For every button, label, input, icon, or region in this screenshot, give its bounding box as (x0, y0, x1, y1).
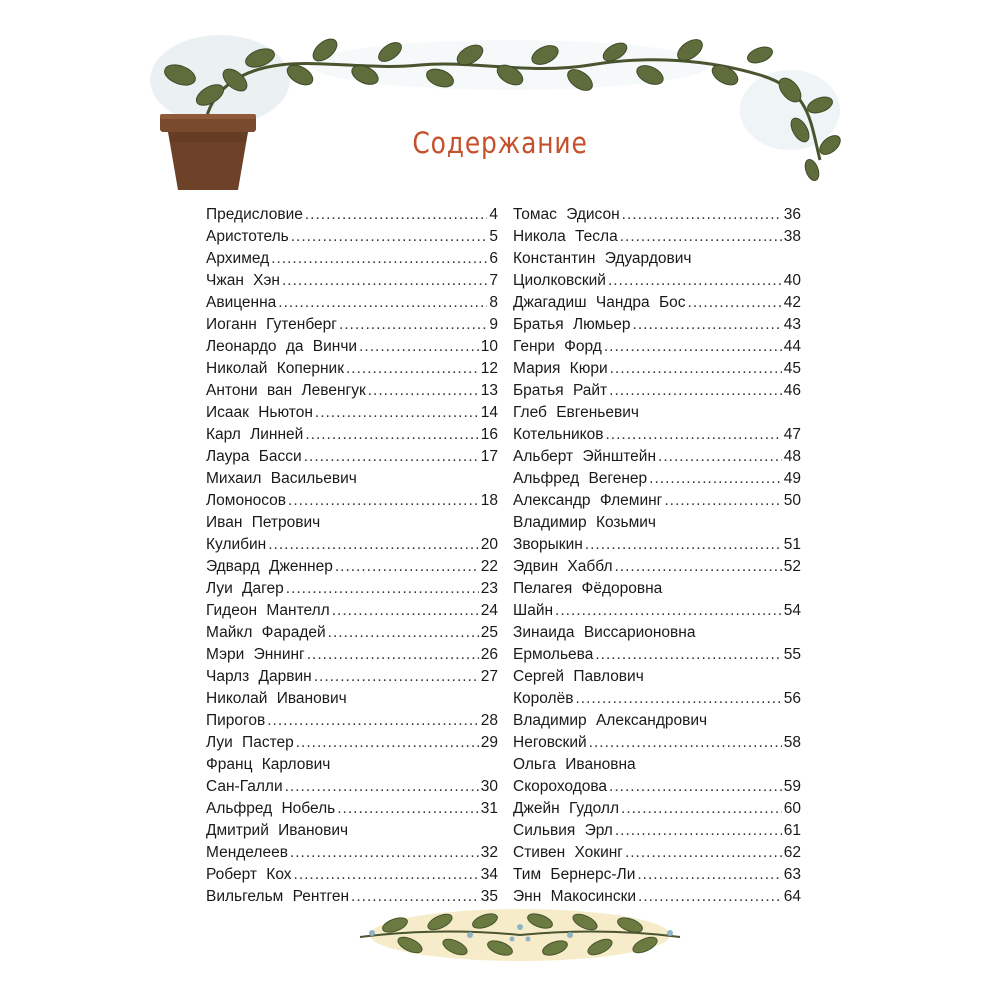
toc-entry (206, 468, 498, 490)
toc-entry-title: Ольга Ивановна (513, 756, 636, 773)
toc-entry-page: 51 (783, 536, 801, 553)
toc-entry-page: 16 (480, 426, 498, 443)
toc-entry (513, 732, 801, 754)
toc-entry (513, 446, 801, 468)
toc-entry-title: Пелагея Фёдоровна (513, 580, 663, 597)
toc-entry-page: 40 (783, 272, 801, 289)
toc-entry (513, 248, 801, 270)
toc-entry-title: Братья Райт (513, 382, 608, 399)
toc-entry-title: Шайн (513, 602, 554, 619)
toc-entry (513, 578, 801, 600)
dot-leader (337, 798, 479, 820)
toc-entry-title: Зворыкин (513, 536, 583, 553)
toc-entry-page: 12 (480, 360, 498, 377)
dot-leader (288, 490, 479, 512)
toc-entry (206, 688, 498, 710)
dot-leader (305, 424, 478, 446)
toc-entry (206, 292, 498, 314)
dot-leader (625, 842, 782, 864)
toc-entry-title: Роберт Кох (206, 866, 292, 883)
toc-entry (206, 226, 498, 248)
dot-leader (291, 226, 488, 248)
toc-entry-page: 35 (480, 888, 498, 905)
toc-entry-page: 14 (480, 404, 498, 421)
toc-entry-title: Антони ван Левенгук (206, 382, 366, 399)
toc-entry (206, 776, 498, 798)
toc-entry (206, 864, 498, 886)
toc-entry-title: Кулибин (206, 536, 267, 553)
toc-entry-page: 62 (783, 844, 801, 861)
toc-entry-title: Пирогов (206, 712, 266, 729)
toc-entry (206, 380, 498, 402)
toc-entry-page: 56 (783, 690, 801, 707)
toc-entry-page: 29 (480, 734, 498, 751)
toc-entry-page: 64 (783, 888, 801, 905)
toc-entry-title: Скороходова (513, 778, 608, 795)
toc-entry-page: 34 (480, 866, 498, 883)
toc-entry-title: Сан-Галли (206, 778, 283, 795)
dot-leader (610, 358, 782, 380)
toc-entry (513, 468, 801, 490)
dot-leader (304, 446, 479, 468)
toc-entry-title: Мэри Эннинг (206, 646, 305, 663)
toc-entry-title: Альфред Нобель (206, 800, 336, 817)
toc-entry (513, 798, 801, 820)
toc-entry-page: 9 (489, 316, 498, 333)
dot-leader (622, 204, 782, 226)
toc-entry-title: Майкл Фарадей (206, 624, 326, 641)
dot-leader (589, 732, 782, 754)
toc-entry-title: Тим Бернерс-Ли (513, 866, 636, 883)
dot-leader (346, 358, 479, 380)
toc-entry-title: Франц Карлович (206, 756, 331, 773)
toc-entry-title: Глеб Евгеньевич (513, 404, 639, 421)
toc-entry-title: Карл Линней (206, 426, 304, 443)
toc-entry-page: 46 (783, 382, 801, 399)
dot-leader (621, 798, 782, 820)
toc-entry-page: 10 (480, 338, 498, 355)
dot-leader (575, 688, 781, 710)
dot-leader (606, 424, 782, 446)
toc-entry (206, 600, 498, 622)
toc-entry-page: 42 (783, 294, 801, 311)
toc-entry (513, 336, 801, 358)
toc-entry-page: 59 (783, 778, 801, 795)
toc-entry (206, 358, 498, 380)
toc-entry-page: 43 (783, 316, 801, 333)
toc-entry (206, 666, 498, 688)
dot-leader (609, 380, 782, 402)
toc-entry (513, 556, 801, 578)
toc-entry-title: Луи Пастер (206, 734, 294, 751)
toc-entry (513, 226, 801, 248)
dot-leader (286, 578, 479, 600)
toc-entry-page: 7 (489, 272, 498, 289)
toc-entry (206, 578, 498, 600)
toc-entry (206, 754, 498, 776)
toc-entry-title: Аристотель (206, 228, 289, 245)
toc-entry-title: Чжан Хэн (206, 272, 280, 289)
toc-entry (513, 534, 801, 556)
toc-entry-page: 8 (489, 294, 498, 311)
toc-entry-title: Иван Петрович (206, 514, 321, 531)
dot-leader (285, 776, 479, 798)
toc-entry (513, 776, 801, 798)
dot-leader (282, 270, 487, 292)
toc-entry-title: Джагадиш Чандра Бос (513, 294, 686, 311)
toc-entry-title: Джейн Гудолл (513, 800, 620, 817)
dot-leader (615, 820, 782, 842)
dot-leader (305, 204, 488, 226)
toc-entry (513, 270, 801, 292)
toc-entry-page: 30 (480, 778, 498, 795)
toc-entry-title: Архимед (206, 250, 270, 267)
toc-entry-page: 6 (489, 250, 498, 267)
toc-entry-page: 4 (489, 206, 498, 223)
dot-leader (359, 336, 479, 358)
toc-entry (513, 754, 801, 776)
dot-leader (658, 446, 782, 468)
dot-leader (267, 710, 479, 732)
toc-entry (206, 248, 498, 270)
toc-entry-title: Эдвард Дженнер (206, 558, 333, 575)
dot-leader (604, 336, 782, 358)
toc-entry (206, 798, 498, 820)
toc-entry-page: 55 (783, 646, 801, 663)
toc-entry (513, 512, 801, 534)
toc-entry-page: 13 (480, 382, 498, 399)
toc-entry (513, 864, 801, 886)
dot-leader (335, 556, 479, 578)
dot-leader (555, 600, 782, 622)
toc-entry (513, 688, 801, 710)
toc-entry (206, 732, 498, 754)
toc-entry-title: Чарлз Дарвин (206, 668, 312, 685)
toc-entry-title: Владимир Козьмич (513, 514, 656, 531)
toc-entry (513, 622, 801, 644)
dot-leader (609, 776, 782, 798)
toc-entry-title: Михаил Васильевич (206, 470, 357, 487)
toc-entry-title: Константин Эдуардович (513, 250, 692, 267)
toc-entry (206, 622, 498, 644)
toc-entry-title: Сильвия Эрл (513, 822, 613, 839)
dot-leader (332, 600, 479, 622)
dot-leader (585, 534, 782, 556)
toc-entry-title: Авиценна (206, 294, 277, 311)
toc-entry (513, 314, 801, 336)
toc-entry-page: 36 (783, 206, 801, 223)
dot-leader (608, 270, 782, 292)
toc-entry-title: Владимир Александрович (513, 712, 708, 729)
toc-entry-title: Менделеев (206, 844, 288, 861)
dot-leader (339, 314, 487, 336)
toc-entry (206, 644, 498, 666)
toc-entry-title: Мария Кюри (513, 360, 608, 377)
toc-entry-title: Николай Иванович (206, 690, 347, 707)
dot-leader (615, 556, 782, 578)
toc-entry-title: Никола Тесла (513, 228, 618, 245)
toc-entry (513, 842, 801, 864)
dot-leader (296, 732, 479, 754)
dot-leader (307, 644, 479, 666)
toc-entry (513, 710, 801, 732)
toc-entry (206, 446, 498, 468)
toc-entry-page: 58 (783, 734, 801, 751)
toc-entry-page: 27 (480, 668, 498, 685)
toc-entry-page: 47 (783, 426, 801, 443)
toc-entry-page: 18 (480, 492, 498, 509)
toc-entry-title: Гидеон Мантелл (206, 602, 330, 619)
dot-leader (290, 842, 479, 864)
toc-entry-title: Зинаида Виссарионовна (513, 624, 696, 641)
toc-entry-title: Николай Коперник (206, 360, 344, 377)
toc-entry (206, 314, 498, 336)
dot-leader (664, 490, 781, 512)
toc-entry (206, 842, 498, 864)
toc-entry (513, 644, 801, 666)
toc-entry (206, 512, 498, 534)
toc-entry-page: 31 (480, 800, 498, 817)
toc-entry-title: Альфред Вегенер (513, 470, 648, 487)
toc-entry-title: Генри Форд (513, 338, 602, 355)
toc-entry (206, 424, 498, 446)
toc-entry (206, 270, 498, 292)
toc-entry-page: 44 (783, 338, 801, 355)
dot-leader (314, 666, 479, 688)
toc-entry-title: Неговский (513, 734, 587, 751)
toc-entry (513, 380, 801, 402)
toc-entry (513, 424, 801, 446)
toc-entry-title: Циолковский (513, 272, 606, 289)
toc-entry-title: Королёв (513, 690, 574, 707)
toc-entry-title: Альберт Эйнштейн (513, 448, 657, 465)
dot-leader (620, 226, 782, 248)
dot-leader (328, 622, 479, 644)
flower-pot-icon (158, 112, 258, 192)
toc-entry (206, 534, 498, 556)
toc-entry (206, 556, 498, 578)
toc-entry-title: Ермольева (513, 646, 594, 663)
toc-entry-page: 20 (480, 536, 498, 553)
toc-column-left (206, 204, 498, 908)
toc-entry-title: Сергей Павлович (513, 668, 644, 685)
dot-leader (649, 468, 782, 490)
toc-entry (513, 600, 801, 622)
toc-entry-page: 60 (783, 800, 801, 817)
toc-entry-title: Исаак Ньютон (206, 404, 313, 421)
dot-leader (278, 292, 487, 314)
toc-entry (513, 204, 801, 226)
dot-leader (633, 314, 782, 336)
dot-leader (294, 864, 479, 886)
dot-leader (315, 402, 479, 424)
toc-entry (206, 204, 498, 226)
toc-entry-title: Ломоносов (206, 492, 287, 509)
toc-entry (206, 402, 498, 424)
dot-leader (637, 864, 781, 886)
leaf-wreath-icon (350, 905, 690, 967)
toc-entry (206, 336, 498, 358)
toc-entry (206, 490, 498, 512)
toc-entry-title: Котельников (513, 426, 604, 443)
toc-entry-page: 23 (480, 580, 498, 597)
toc-entry-title: Иоганн Гутенберг (206, 316, 337, 333)
toc-entry-page: 28 (480, 712, 498, 729)
toc-entry (513, 490, 801, 512)
toc-entry-page: 48 (783, 448, 801, 465)
toc-entry-page: 50 (783, 492, 801, 509)
toc-entry (513, 820, 801, 842)
toc-entry-page: 38 (783, 228, 801, 245)
toc-entry-title: Дмитрий Иванович (206, 822, 349, 839)
toc-entry-title: Братья Люмьер (513, 316, 631, 333)
toc-entry-page: 32 (480, 844, 498, 861)
toc-entry (513, 358, 801, 380)
toc-entry-title: Леонардо да Винчи (206, 338, 358, 355)
toc-entry-page: 17 (480, 448, 498, 465)
toc-entry-title: Энн Макосински (513, 888, 637, 905)
toc-entry-title: Александр Флеминг (513, 492, 663, 509)
toc-entry (513, 666, 801, 688)
toc-entry-page: 25 (480, 624, 498, 641)
toc-column-right (513, 204, 801, 908)
toc-entry (206, 820, 498, 842)
toc-entry (513, 292, 801, 314)
toc-entry-title: Томас Эдисон (513, 206, 620, 223)
toc-entry-page: 24 (480, 602, 498, 619)
toc-entry-page: 26 (480, 646, 498, 663)
toc-entry (206, 710, 498, 732)
dot-leader (688, 292, 782, 314)
page-title: Содержание (412, 126, 588, 160)
dot-leader (271, 248, 487, 270)
dot-leader (595, 644, 781, 666)
toc-entry-title: Предисловие (206, 206, 303, 223)
toc-entry-page: 54 (783, 602, 801, 619)
toc-entry-page: 5 (489, 228, 498, 245)
toc-entry-page: 61 (783, 822, 801, 839)
toc-entry-title: Луи Дагер (206, 580, 284, 597)
toc-entry-page: 63 (783, 866, 801, 883)
toc-entry-title: Эдвин Хаббл (513, 558, 613, 575)
toc-entry-title: Стивен Хокинг (513, 844, 623, 861)
toc-entry-page: 49 (783, 470, 801, 487)
dot-leader (368, 380, 479, 402)
dot-leader (268, 534, 479, 556)
toc-entry-title: Лаура Басси (206, 448, 302, 465)
toc-entry-page: 22 (480, 558, 498, 575)
toc-entry-page: 52 (783, 558, 801, 575)
toc-entry (513, 402, 801, 424)
toc-entry-page: 45 (783, 360, 801, 377)
toc-entry-title: Вильгельм Рентген (206, 888, 350, 905)
